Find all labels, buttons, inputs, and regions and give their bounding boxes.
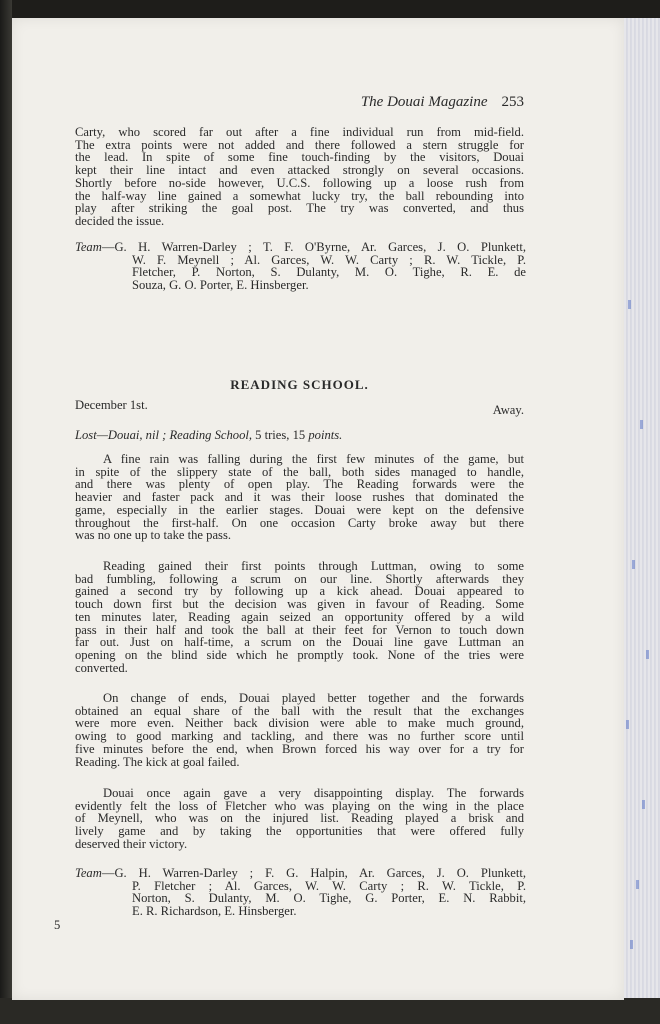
text-line: owing to good marking and tackling, and there was no further score until <box>75 729 524 744</box>
text-line: Douai once again gave a very disappointing display. The forwards <box>103 786 524 800</box>
text-line: gained a second try by following up a kick ahead. Douai appeared to <box>75 584 524 599</box>
match-result <box>75 428 342 443</box>
report-paragraph-4 <box>75 787 524 851</box>
text-line: pass in their half and took the ball at their feet for Vernon to touch down <box>75 622 524 637</box>
text-line: On change of ends, Douai played better together and the forwards <box>103 691 524 705</box>
ink-speck <box>628 300 631 309</box>
text-line: —G. H. Warren-Darley ; T. F. O'Byrne, Ar. Garces, J. O. Plunkett, <box>101 240 526 254</box>
text-line: evidently felt the loss of Fletcher who was playing on the wing in the place <box>75 798 524 813</box>
text-line: far out. Just on half-time, a scrum on the Douai line gave Luttman an <box>75 635 524 650</box>
text-line: converted. <box>75 660 128 675</box>
text-line: opening on the blind side which he promptly took. None of the tries were <box>75 647 524 662</box>
team-label: Team <box>75 866 102 880</box>
text-line: decided the issue. <box>75 213 165 228</box>
text-line: ten minutes later, Reading again seized an opportunity offered by a wild <box>75 609 524 624</box>
text-line: heavier and faster pack and it was their loose rushes that dominated the <box>75 490 524 505</box>
ink-speck <box>626 720 629 729</box>
ink-speck <box>632 560 635 569</box>
magazine-title: The Douai Magazine <box>360 94 488 110</box>
team-list-reading <box>75 867 526 918</box>
text-line: of Meynell, who was on the injured list. Reading played a brisk and <box>75 811 524 826</box>
text-line: Fletcher, P. Norton, S. Dulanty, M. O. Tighe, R. E. de <box>132 265 526 280</box>
page-edges <box>620 18 660 1008</box>
text-line: W. F. Meynell ; Al. Garces, W. W. Carty ; R. W. Tickle, P. <box>132 252 526 267</box>
text-line: The extra points were not added and there followed a stern struggle for <box>75 137 524 152</box>
text-line: game, especially in the earlier stages. Douai were kept on the defensive <box>75 502 524 517</box>
section-title: READING SCHOOL. <box>230 377 369 392</box>
text-line: P. Fletcher ; Al. Garces, W. W. Carty ; R. W. Tickle, P. <box>132 878 526 893</box>
text-line: play after striking the goal post. The try was converted, and thus <box>75 201 524 216</box>
text-line: E. R. Richardson, E. Hinsberger. <box>132 904 297 919</box>
result-score: 5 tries, 15 <box>255 428 306 442</box>
text-line: throughout the first-half. On one occasion Carty broke away but there <box>75 515 524 530</box>
report-paragraph-3 <box>75 692 524 768</box>
text-line: Shortly before no-side however, U.C.S. following up a loose rush from <box>75 175 524 190</box>
text-line: Reading. The kick at goal failed. <box>75 754 240 769</box>
ink-speck <box>642 800 645 809</box>
book-gutter <box>0 0 12 1024</box>
team-label: Team <box>75 240 102 254</box>
text-line: deserved their victory. <box>75 836 188 851</box>
result-points: points. <box>308 428 343 442</box>
ink-speck <box>640 420 643 429</box>
page-number: 253 <box>501 94 524 110</box>
report-paragraph-1 <box>75 453 524 542</box>
text-line: kept their line intact and even attacked strongly on several occasions. <box>75 163 524 178</box>
signature-mark: 5 <box>54 918 61 932</box>
text-line: lively game and by taking the opportunities that were offered fully <box>75 824 524 839</box>
text-line: A fine rain was falling during the first few minutes of the game, but <box>103 452 524 466</box>
text-line: and there was plenty of open play. The Reading forwards were the <box>75 477 524 492</box>
text-line: the half-way line gained a somewhat lucky try, the ball rebounding into <box>75 188 524 203</box>
text-line: —G. H. Warren-Darley ; F. G. Halpin, Ar. Garces, J. O. Plunkett, <box>101 866 526 880</box>
text-line: obtained an equal share of the ball with the result that the exchanges <box>75 703 524 718</box>
ink-speck <box>646 650 649 659</box>
report-paragraph-2 <box>75 560 524 674</box>
text-line: the lead. In spite of some fine touch-finding by the visitors, Douai <box>75 150 524 165</box>
text-line: Reading gained their first points through Luttman, owing to some <box>103 559 524 573</box>
result-text: Lost—Douai, nil ; Reading School, <box>75 428 253 442</box>
text-line: in spite of the slippery state of the ball, both sides managed to handle, <box>75 464 524 479</box>
text-line: Souza, G. O. Porter, E. Hinsberger. <box>132 278 309 293</box>
ink-speck <box>630 940 633 949</box>
text-line: Norton, S. Dulanty, M. O. Tighe, G. Porter, E. N. Rabbit, <box>132 891 526 906</box>
text-line: Carty, who scored far out after a fine individual run from mid-field. <box>75 125 524 139</box>
text-line: was no one up to take the pass. <box>75 528 231 543</box>
text-line: were more even. Neither back division were able to make much ground, <box>75 716 524 731</box>
text-line: touch down first but the decision was given in favour of Reading. Some <box>75 597 524 612</box>
ink-speck <box>636 880 639 889</box>
text-line: bad fumbling, following a scrum on our line. Shortly afterwards they <box>75 571 524 586</box>
team-list-ucs <box>75 241 526 292</box>
book-bottom-edge <box>0 998 660 1024</box>
intro-paragraph <box>75 126 524 228</box>
book-top-edge <box>0 0 660 18</box>
match-venue: Away. <box>492 403 524 417</box>
running-header <box>300 94 524 111</box>
match-date: December 1st. <box>75 398 148 412</box>
text-line: five minutes before the end, when Brown forced his way over for a try for <box>75 741 524 756</box>
